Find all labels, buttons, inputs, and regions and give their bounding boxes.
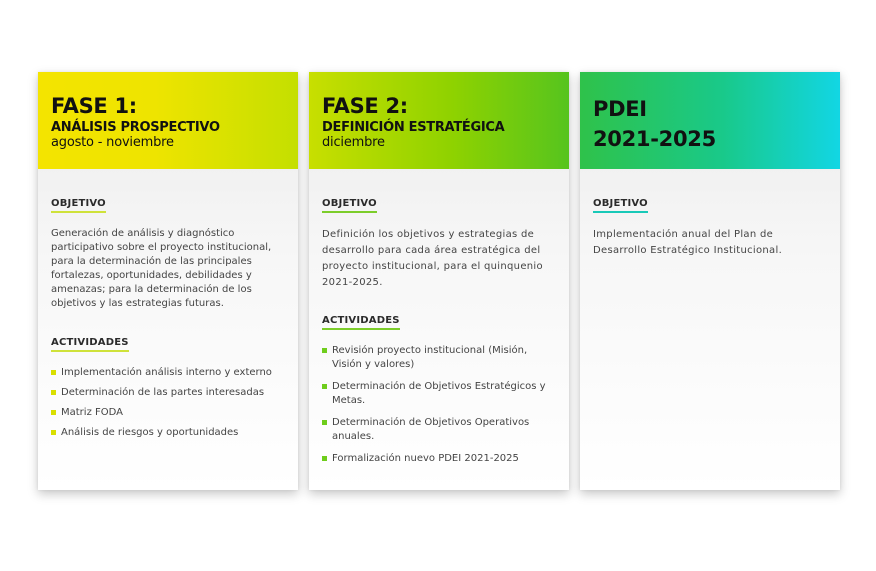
phase-1-objective-text: Generación de análisis y diagnóstico participativo sobre el proyecto institucional, para la determinación de las principales fortalezas, oportunidades, debilidades y amenazas; para la determinación de los objetivos y las estrategias futuras. xyxy=(51,228,272,309)
phase-card-1-header xyxy=(38,72,298,169)
activity-label: Formalización nuevo PDEI 2021-2025 xyxy=(332,453,519,464)
square-bullet-icon xyxy=(322,456,327,461)
phase-3-title-line-1: PDEI xyxy=(593,97,647,121)
phase-card-2-body xyxy=(309,169,569,466)
square-bullet-icon xyxy=(51,410,56,415)
activity-item xyxy=(51,426,285,440)
square-bullet-icon xyxy=(322,420,327,425)
square-bullet-icon xyxy=(322,384,327,389)
phase-1-activity-list xyxy=(51,366,285,440)
phase-1-activities xyxy=(51,330,285,440)
phase-card-2 xyxy=(309,72,569,490)
activity-label: Matriz FODA xyxy=(61,407,123,418)
activity-label: Determinación de las partes interesadas xyxy=(61,387,265,398)
phase-2-activity-list xyxy=(322,344,556,466)
activity-label: Determinación de Objetivos Estratégicos y Metas. xyxy=(332,381,546,406)
phase-3-title-line-2: 2021-2025 xyxy=(593,127,716,151)
activity-item xyxy=(322,380,556,408)
phase-card-2-header xyxy=(309,72,569,169)
phase-2-subtitle: DEFINICIÓN ESTRATÉGICA xyxy=(322,120,505,135)
activity-label: Determinación de Objetivos Operativos anuales. xyxy=(332,417,530,442)
phase-card-1 xyxy=(38,72,298,490)
phase-2-objective-heading: OBJETIVO xyxy=(322,198,377,213)
phase-card-3 xyxy=(580,72,840,490)
square-bullet-icon xyxy=(51,390,56,395)
phase-2-title: FASE 2: xyxy=(322,94,408,118)
phase-card-3-header xyxy=(580,72,840,169)
activity-label: Implementación análisis interno y externo xyxy=(61,367,272,378)
phase-2-activities-heading: ACTIVIDADES xyxy=(322,315,400,330)
activity-label: Revisión proyecto institucional (Misión, Visión y valores) xyxy=(332,345,528,370)
activity-item xyxy=(51,406,285,420)
phase-2-dates: diciembre xyxy=(322,135,385,150)
activity-item xyxy=(322,344,556,372)
activity-label: Análisis de riesgos y oportunidades xyxy=(61,427,239,438)
square-bullet-icon xyxy=(51,370,56,375)
phase-3-objective-heading: OBJETIVO xyxy=(593,198,648,213)
phase-1-activities-heading: ACTIVIDADES xyxy=(51,337,129,352)
square-bullet-icon xyxy=(51,430,56,435)
activity-item xyxy=(51,386,285,400)
activity-item xyxy=(51,366,285,380)
phase-1-subtitle: ANÁLISIS PROSPECTIVO xyxy=(51,120,220,135)
phase-1-title: FASE 1: xyxy=(51,94,137,118)
phase-card-3-body xyxy=(580,169,840,259)
phase-2-activities xyxy=(322,308,556,466)
phase-card-1-body xyxy=(38,169,298,440)
phase-3-objective-text: Implementación anual del Plan de Desarrollo Estratégico Institucional. xyxy=(593,229,783,256)
activity-item xyxy=(322,416,556,444)
square-bullet-icon xyxy=(322,348,327,353)
activity-item xyxy=(322,452,556,466)
phase-1-dates: agosto - noviembre xyxy=(51,135,174,150)
phase-1-objective-heading: OBJETIVO xyxy=(51,198,106,213)
phase-2-objective-text: Definición los objetivos y estrategias de desarrollo para cada área estratégica del proyecto institucional, para el quinquenio 2021-2025. xyxy=(322,229,543,288)
